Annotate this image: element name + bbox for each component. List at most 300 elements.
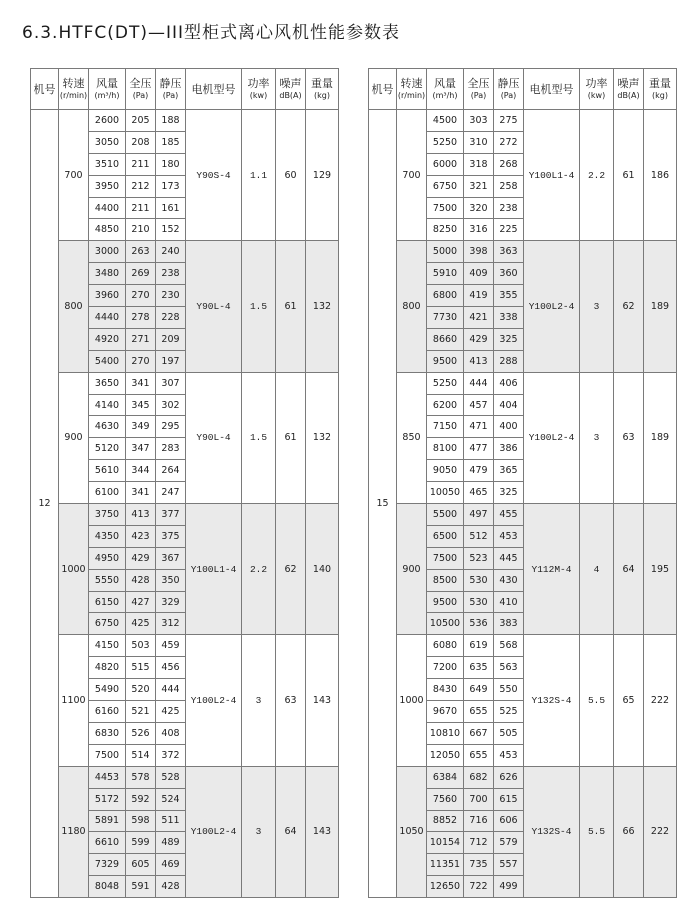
air-volume-value: 2600 (89, 110, 126, 132)
noise-value: 62 (614, 241, 644, 372)
noise-value: 61 (276, 241, 306, 372)
header-total-pressure: 全压 (Pa) (464, 69, 494, 110)
air-volume-value: 6500 (427, 525, 464, 547)
weight-value: 143 (306, 766, 339, 897)
power-value: 1.5 (242, 372, 276, 503)
static-pressure-value: 283 (156, 438, 186, 460)
total-pressure-value: 514 (126, 744, 156, 766)
header-machine: 机号 (31, 69, 59, 110)
power-value: 5.5 (580, 635, 614, 766)
static-pressure-value: 406 (494, 372, 524, 394)
total-pressure-value: 655 (464, 744, 494, 766)
total-pressure-value: 429 (126, 547, 156, 569)
total-pressure-value: 271 (126, 328, 156, 350)
air-volume-value: 3480 (89, 263, 126, 285)
static-pressure-value: 444 (156, 679, 186, 701)
weight-value: 222 (644, 766, 677, 897)
air-volume-value: 9050 (427, 460, 464, 482)
air-volume-value: 8500 (427, 569, 464, 591)
static-pressure-value: 238 (156, 263, 186, 285)
motor-model-value: Y90S-4 (186, 110, 242, 241)
noise-value: 61 (614, 110, 644, 241)
total-pressure-value: 269 (126, 263, 156, 285)
air-volume-value: 9500 (427, 591, 464, 613)
air-volume-value: 4630 (89, 416, 126, 438)
total-pressure-value: 341 (126, 482, 156, 504)
air-volume-value: 5172 (89, 788, 126, 810)
weight-value: 195 (644, 504, 677, 635)
speed-value: 1000 (397, 635, 427, 766)
static-pressure-value: 188 (156, 110, 186, 132)
motor-model-value: Y90L-4 (186, 372, 242, 503)
total-pressure-value: 700 (464, 788, 494, 810)
header-noise: 噪声 dB(A) (276, 69, 306, 110)
speed-value: 1000 (59, 504, 89, 635)
air-volume-value: 3750 (89, 504, 126, 526)
speed-value: 1100 (59, 635, 89, 766)
static-pressure-value: 383 (494, 613, 524, 635)
static-pressure-value: 372 (156, 744, 186, 766)
static-pressure-value: 268 (494, 153, 524, 175)
speed-value: 700 (397, 110, 427, 241)
total-pressure-value: 211 (126, 153, 156, 175)
header-machine: 机号 (369, 69, 397, 110)
static-pressure-value: 209 (156, 328, 186, 350)
static-pressure-value: 225 (494, 219, 524, 241)
power-value: 3 (242, 635, 276, 766)
air-volume-value: 4440 (89, 307, 126, 329)
static-pressure-value: 363 (494, 241, 524, 263)
speed-value: 800 (397, 241, 427, 372)
static-pressure-value: 325 (494, 482, 524, 504)
weight-value: 129 (306, 110, 339, 241)
air-volume-value: 8852 (427, 810, 464, 832)
motor-model-value: Y132S-4 (524, 635, 580, 766)
weight-value: 222 (644, 635, 677, 766)
static-pressure-value: 325 (494, 328, 524, 350)
total-pressure-value: 270 (126, 350, 156, 372)
motor-model-value: Y112M-4 (524, 504, 580, 635)
page-title: 6.3.HTFC(DT)—III型柜式离心风机性能参数表 (22, 23, 401, 43)
noise-value: 60 (276, 110, 306, 241)
air-volume-value: 6160 (89, 701, 126, 723)
header-row (31, 69, 339, 110)
static-pressure-value: 469 (156, 854, 186, 876)
static-pressure-value: 180 (156, 153, 186, 175)
static-pressure-value: 428 (156, 876, 186, 898)
air-volume-value: 8430 (427, 679, 464, 701)
static-pressure-value: 511 (156, 810, 186, 832)
power-value: 4 (580, 504, 614, 635)
air-volume-value: 5490 (89, 679, 126, 701)
total-pressure-value: 520 (126, 679, 156, 701)
total-pressure-value: 210 (126, 219, 156, 241)
total-pressure-value: 320 (464, 197, 494, 219)
static-pressure-value: 615 (494, 788, 524, 810)
air-volume-value: 4150 (89, 635, 126, 657)
total-pressure-value: 592 (126, 788, 156, 810)
total-pressure-value: 635 (464, 657, 494, 679)
total-pressure-value: 419 (464, 285, 494, 307)
total-pressure-value: 591 (126, 876, 156, 898)
noise-value: 64 (276, 766, 306, 897)
header-row (369, 69, 677, 110)
header-speed: 转速 (r/min) (59, 69, 89, 110)
static-pressure-value: 365 (494, 460, 524, 482)
total-pressure-value: 270 (126, 285, 156, 307)
header-power: 功率 (kw) (242, 69, 276, 110)
air-volume-value: 9500 (427, 350, 464, 372)
air-volume-value: 9670 (427, 701, 464, 723)
total-pressure-value: 712 (464, 832, 494, 854)
air-volume-value: 12050 (427, 744, 464, 766)
table-row (31, 504, 339, 526)
air-volume-value: 7500 (427, 197, 464, 219)
air-volume-value: 7150 (427, 416, 464, 438)
total-pressure-value: 465 (464, 482, 494, 504)
noise-value: 65 (614, 635, 644, 766)
air-volume-value: 6750 (427, 175, 464, 197)
static-pressure-value: 528 (156, 766, 186, 788)
air-volume-value: 5891 (89, 810, 126, 832)
static-pressure-value: 453 (494, 525, 524, 547)
static-pressure-value: 425 (156, 701, 186, 723)
static-pressure-value: 455 (494, 504, 524, 526)
air-volume-value: 4453 (89, 766, 126, 788)
total-pressure-value: 423 (126, 525, 156, 547)
total-pressure-value: 428 (126, 569, 156, 591)
total-pressure-value: 477 (464, 438, 494, 460)
noise-value: 66 (614, 766, 644, 897)
weight-value: 186 (644, 110, 677, 241)
static-pressure-value: 238 (494, 197, 524, 219)
total-pressure-value: 205 (126, 110, 156, 132)
total-pressure-value: 526 (126, 722, 156, 744)
static-pressure-value: 240 (156, 241, 186, 263)
static-pressure-value: 272 (494, 131, 524, 153)
speed-value: 900 (59, 372, 89, 503)
total-pressure-value: 530 (464, 569, 494, 591)
air-volume-value: 4920 (89, 328, 126, 350)
air-volume-value: 11351 (427, 854, 464, 876)
static-pressure-value: 408 (156, 722, 186, 744)
total-pressure-value: 303 (464, 110, 494, 132)
static-pressure-value: 550 (494, 679, 524, 701)
table-row (369, 372, 677, 394)
noise-value: 64 (614, 504, 644, 635)
total-pressure-value: 413 (126, 504, 156, 526)
motor-model-value: Y100L2-4 (186, 766, 242, 897)
total-pressure-value: 667 (464, 722, 494, 744)
static-pressure-value: 312 (156, 613, 186, 635)
weight-value: 189 (644, 241, 677, 372)
static-pressure-value: 264 (156, 460, 186, 482)
total-pressure-value: 457 (464, 394, 494, 416)
total-pressure-value: 649 (464, 679, 494, 701)
static-pressure-value: 563 (494, 657, 524, 679)
power-value: 3 (242, 766, 276, 897)
total-pressure-value: 409 (464, 263, 494, 285)
header-air-volume: 风量 (m³/h) (89, 69, 126, 110)
static-pressure-value: 606 (494, 810, 524, 832)
static-pressure-value: 338 (494, 307, 524, 329)
air-volume-value: 5500 (427, 504, 464, 526)
total-pressure-value: 345 (126, 394, 156, 416)
total-pressure-value: 318 (464, 153, 494, 175)
static-pressure-value: 355 (494, 285, 524, 307)
air-volume-value: 8048 (89, 876, 126, 898)
header-total-pressure: 全压 (Pa) (126, 69, 156, 110)
air-volume-value: 6080 (427, 635, 464, 657)
header-weight: 重量 (kg) (306, 69, 339, 110)
static-pressure-value: 400 (494, 416, 524, 438)
total-pressure-value: 605 (126, 854, 156, 876)
table-row (31, 635, 339, 657)
header-air-volume: 风量 (m³/h) (427, 69, 464, 110)
static-pressure-value: 307 (156, 372, 186, 394)
air-volume-value: 3000 (89, 241, 126, 263)
header-power: 功率 (kw) (580, 69, 614, 110)
air-volume-value: 5550 (89, 569, 126, 591)
table-row (369, 635, 677, 657)
static-pressure-value: 456 (156, 657, 186, 679)
weight-value: 140 (306, 504, 339, 635)
total-pressure-value: 425 (126, 613, 156, 635)
total-pressure-value: 263 (126, 241, 156, 263)
motor-model-value: Y90L-4 (186, 241, 242, 372)
total-pressure-value: 512 (464, 525, 494, 547)
air-volume-value: 4820 (89, 657, 126, 679)
static-pressure-value: 275 (494, 110, 524, 132)
air-volume-value: 6150 (89, 591, 126, 613)
static-pressure-value: 430 (494, 569, 524, 591)
total-pressure-value: 619 (464, 635, 494, 657)
air-volume-value: 8250 (427, 219, 464, 241)
power-value: 2.2 (242, 504, 276, 635)
weight-value: 132 (306, 241, 339, 372)
air-volume-value: 7200 (427, 657, 464, 679)
air-volume-value: 10050 (427, 482, 464, 504)
static-pressure-value: 453 (494, 744, 524, 766)
air-volume-value: 4950 (89, 547, 126, 569)
total-pressure-value: 497 (464, 504, 494, 526)
air-volume-value: 6830 (89, 722, 126, 744)
static-pressure-value: 459 (156, 635, 186, 657)
air-volume-value: 7500 (427, 547, 464, 569)
total-pressure-value: 716 (464, 810, 494, 832)
air-volume-value: 6384 (427, 766, 464, 788)
air-volume-value: 6610 (89, 832, 126, 854)
air-volume-value: 6100 (89, 482, 126, 504)
header-motor-model: 电机型号 (524, 69, 580, 110)
total-pressure-value: 444 (464, 372, 494, 394)
static-pressure-value: 367 (156, 547, 186, 569)
power-value: 5.5 (580, 766, 614, 897)
total-pressure-value: 278 (126, 307, 156, 329)
air-volume-value: 10810 (427, 722, 464, 744)
air-volume-value: 6800 (427, 285, 464, 307)
static-pressure-value: 505 (494, 722, 524, 744)
header-static-pressure: 静压 (Pa) (494, 69, 524, 110)
static-pressure-value: 375 (156, 525, 186, 547)
header-static-pressure: 静压 (Pa) (156, 69, 186, 110)
static-pressure-value: 445 (494, 547, 524, 569)
air-volume-value: 6750 (89, 613, 126, 635)
motor-model-value: Y100L1-4 (524, 110, 580, 241)
air-volume-value: 7560 (427, 788, 464, 810)
table-row (31, 766, 339, 788)
speed-value: 900 (397, 504, 427, 635)
motor-model-value: Y132S-4 (524, 766, 580, 897)
total-pressure-value: 655 (464, 701, 494, 723)
total-pressure-value: 722 (464, 876, 494, 898)
total-pressure-value: 349 (126, 416, 156, 438)
weight-value: 189 (644, 372, 677, 503)
total-pressure-value: 521 (126, 701, 156, 723)
static-pressure-value: 360 (494, 263, 524, 285)
total-pressure-value: 503 (126, 635, 156, 657)
total-pressure-value: 523 (464, 547, 494, 569)
static-pressure-value: 152 (156, 219, 186, 241)
air-volume-value: 5000 (427, 241, 464, 263)
motor-model-value: Y100L2-4 (524, 372, 580, 503)
air-volume-value: 4400 (89, 197, 126, 219)
header-noise: 噪声 dB(A) (614, 69, 644, 110)
air-volume-value: 4850 (89, 219, 126, 241)
static-pressure-value: 247 (156, 482, 186, 504)
total-pressure-value: 347 (126, 438, 156, 460)
air-volume-value: 5910 (427, 263, 464, 285)
static-pressure-value: 230 (156, 285, 186, 307)
air-volume-value: 5400 (89, 350, 126, 372)
speed-value: 1050 (397, 766, 427, 897)
total-pressure-value: 321 (464, 175, 494, 197)
speed-value: 700 (59, 110, 89, 241)
air-volume-value: 7329 (89, 854, 126, 876)
table-row (369, 110, 677, 132)
static-pressure-value: 499 (494, 876, 524, 898)
air-volume-value: 8100 (427, 438, 464, 460)
static-pressure-value: 302 (156, 394, 186, 416)
air-volume-value: 8660 (427, 328, 464, 350)
static-pressure-value: 161 (156, 197, 186, 219)
air-volume-value: 7500 (89, 744, 126, 766)
total-pressure-value: 515 (126, 657, 156, 679)
air-volume-value: 4140 (89, 394, 126, 416)
air-volume-value: 3510 (89, 153, 126, 175)
static-pressure-value: 489 (156, 832, 186, 854)
air-volume-value: 5120 (89, 438, 126, 460)
total-pressure-value: 471 (464, 416, 494, 438)
static-pressure-value: 295 (156, 416, 186, 438)
weight-value: 132 (306, 372, 339, 503)
static-pressure-value: 410 (494, 591, 524, 613)
noise-value: 61 (276, 372, 306, 503)
total-pressure-value: 341 (126, 372, 156, 394)
static-pressure-value: 377 (156, 504, 186, 526)
power-value: 1.5 (242, 241, 276, 372)
air-volume-value: 3650 (89, 372, 126, 394)
noise-value: 63 (614, 372, 644, 503)
air-volume-value: 10154 (427, 832, 464, 854)
table-row (369, 504, 677, 526)
performance-table-left (30, 68, 339, 898)
power-value: 2.2 (580, 110, 614, 241)
total-pressure-value: 682 (464, 766, 494, 788)
table-row (31, 372, 339, 394)
static-pressure-value: 185 (156, 131, 186, 153)
total-pressure-value: 421 (464, 307, 494, 329)
static-pressure-value: 228 (156, 307, 186, 329)
air-volume-value: 4350 (89, 525, 126, 547)
total-pressure-value: 398 (464, 241, 494, 263)
static-pressure-value: 258 (494, 175, 524, 197)
static-pressure-value: 197 (156, 350, 186, 372)
motor-model-value: Y100L2-4 (524, 241, 580, 372)
air-volume-value: 7730 (427, 307, 464, 329)
static-pressure-value: 288 (494, 350, 524, 372)
static-pressure-value: 404 (494, 394, 524, 416)
speed-value: 800 (59, 241, 89, 372)
table-row (31, 110, 339, 132)
air-volume-value: 4500 (427, 110, 464, 132)
header-motor-model: 电机型号 (186, 69, 242, 110)
header-weight: 重量 (kg) (644, 69, 677, 110)
static-pressure-value: 350 (156, 569, 186, 591)
air-volume-value: 12650 (427, 876, 464, 898)
header-speed: 转速 (r/min) (397, 69, 427, 110)
total-pressure-value: 208 (126, 131, 156, 153)
total-pressure-value: 735 (464, 854, 494, 876)
static-pressure-value: 557 (494, 854, 524, 876)
weight-value: 143 (306, 635, 339, 766)
total-pressure-value: 429 (464, 328, 494, 350)
air-volume-value: 5610 (89, 460, 126, 482)
static-pressure-value: 579 (494, 832, 524, 854)
air-volume-value: 3960 (89, 285, 126, 307)
total-pressure-value: 413 (464, 350, 494, 372)
total-pressure-value: 599 (126, 832, 156, 854)
motor-model-value: Y100L1-4 (186, 504, 242, 635)
total-pressure-value: 479 (464, 460, 494, 482)
total-pressure-value: 427 (126, 591, 156, 613)
total-pressure-value: 310 (464, 131, 494, 153)
static-pressure-value: 626 (494, 766, 524, 788)
air-volume-value: 6000 (427, 153, 464, 175)
air-volume-value: 3050 (89, 131, 126, 153)
noise-value: 63 (276, 635, 306, 766)
table-row (31, 241, 339, 263)
table-row (369, 766, 677, 788)
total-pressure-value: 598 (126, 810, 156, 832)
machine-number: 12 (31, 110, 59, 898)
static-pressure-value: 386 (494, 438, 524, 460)
table-row (369, 241, 677, 263)
machine-number: 15 (369, 110, 397, 898)
static-pressure-value: 568 (494, 635, 524, 657)
motor-model-value: Y100L2-4 (186, 635, 242, 766)
total-pressure-value: 211 (126, 197, 156, 219)
air-volume-value: 5250 (427, 372, 464, 394)
power-value: 3 (580, 241, 614, 372)
power-value: 1.1 (242, 110, 276, 241)
performance-table-right (368, 68, 677, 898)
static-pressure-value: 173 (156, 175, 186, 197)
total-pressure-value: 536 (464, 613, 494, 635)
power-value: 3 (580, 372, 614, 503)
static-pressure-value: 329 (156, 591, 186, 613)
total-pressure-value: 530 (464, 591, 494, 613)
